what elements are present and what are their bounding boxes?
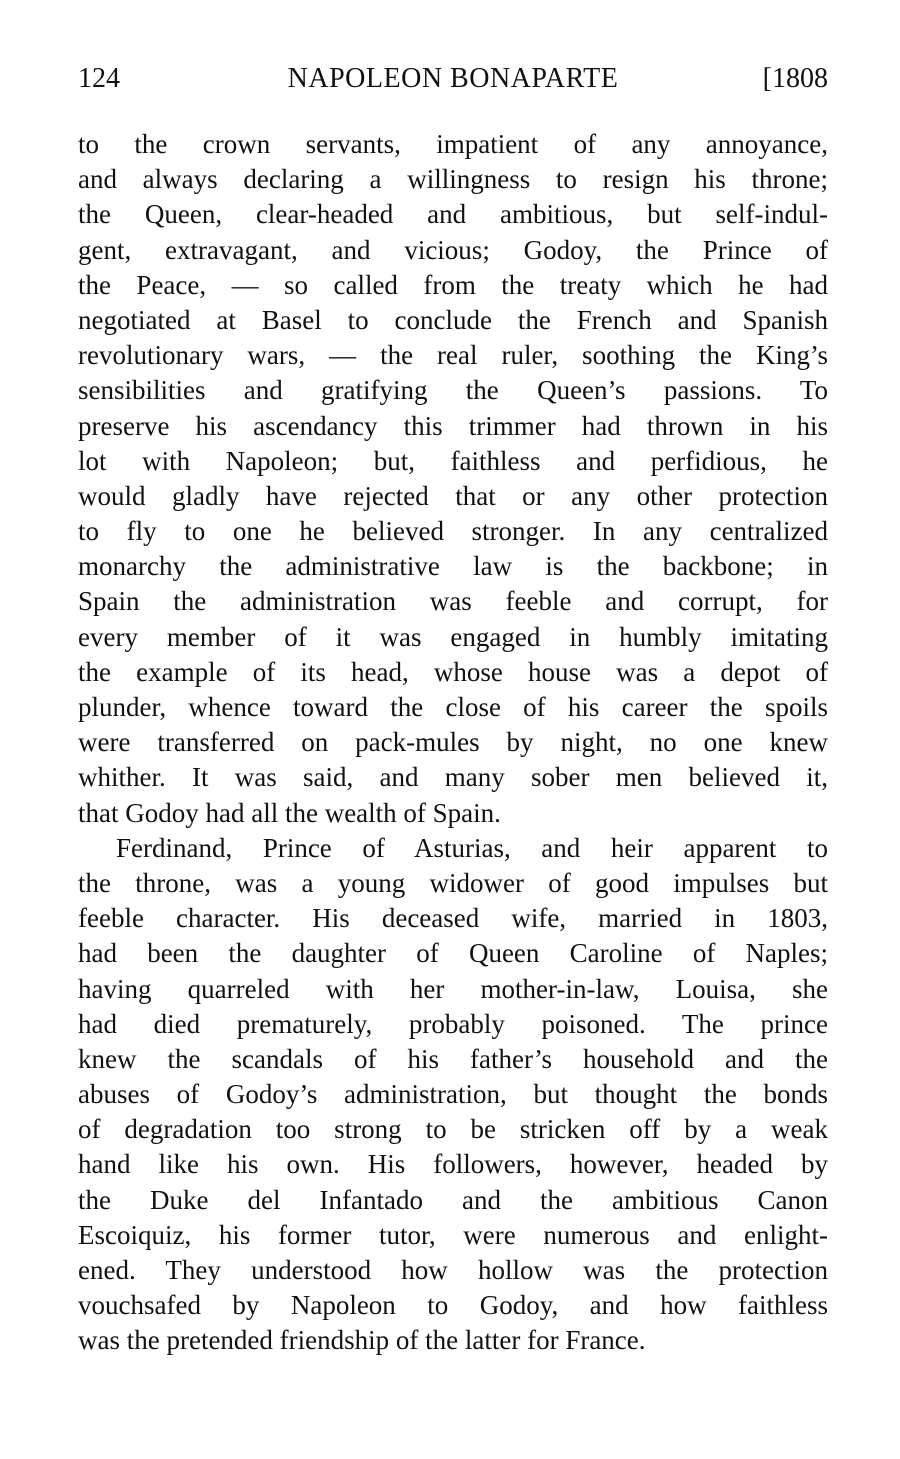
text-line: would gladly have rejected that or any other protection: [78, 480, 828, 511]
text-line: abuses of Godoy’s administration, but thought the bonds: [78, 1079, 828, 1110]
text-line: Spain the administration was feeble and corrupt, for: [78, 586, 828, 617]
text-line: were transferred on pack-mules by night, no one knew: [78, 727, 828, 758]
text-line: knew the scandals of his father’s household and the: [78, 1043, 828, 1074]
text-line: negotiated at Basel to conclude the French and Spanish: [78, 304, 828, 335]
running-year: [1808: [762, 63, 828, 94]
paragraph: [78, 831, 828, 1359]
paragraph: [78, 127, 828, 831]
text-line: and always declaring a willingness to resign his throne;: [78, 164, 828, 195]
text-line: had been the daughter of Queen Caroline of Naples;: [78, 938, 828, 969]
running-head: [78, 62, 828, 96]
text-line: monarchy the administrative law is the backbone; in: [78, 551, 828, 582]
text-line: gent, extravagant, and vicious; Godoy, the Prince of: [78, 234, 828, 265]
text-line: hand like his own. His followers, however, headed by: [78, 1149, 828, 1180]
text-line: was the pretended friendship of the latter for France.: [78, 1325, 646, 1356]
text-line: vouchsafed by Napoleon to Godoy, and how faithless: [78, 1290, 828, 1321]
text-line: of degradation too strong to be stricken off by a weak: [78, 1114, 828, 1145]
text-line: feeble character. His deceased wife, married in 1803,: [78, 903, 828, 934]
text-line: whither. It was said, and many sober men believed it,: [78, 762, 828, 793]
text-line: the Queen, clear-headed and ambitious, but self-indul-: [78, 199, 828, 230]
text-line: Escoiquiz, his former tutor, were numerous and enlight-: [78, 1219, 828, 1250]
page-number: 124: [78, 63, 120, 94]
text-line: ened. They understood how hollow was the protection: [78, 1255, 828, 1285]
text-line: lot with Napoleon; but, faithless and perfidious, he: [78, 445, 828, 476]
text-line: every member of it was engaged in humbly imitating: [78, 621, 828, 652]
text-line: plunder, whence toward the close of his career the spoils: [78, 692, 828, 722]
text-line: revolutionary wars, — the real ruler, soothing the King’s: [78, 340, 828, 371]
text-line: that Godoy had all the wealth of Spain.: [78, 797, 501, 828]
text-line: preserve his ascendancy this trimmer had thrown in his: [78, 410, 828, 441]
text-line: had died prematurely, probably poisoned. The prince: [78, 1008, 828, 1039]
text-line: the Duke del Infantado and the ambitious Canon: [78, 1184, 828, 1215]
body-text: [78, 127, 828, 1359]
text-line: Ferdinand, Prince of Asturias, and heir apparent to: [116, 832, 828, 863]
text-line: the example of its head, whose house was a depot of: [78, 656, 828, 687]
text-line: to fly to one he believed stronger. In any centralized: [78, 516, 828, 547]
text-line: having quarreled with her mother-in-law, Louisa, she: [78, 973, 828, 1004]
text-line: to the crown servants, impatient of any annoyance,: [78, 129, 828, 159]
text-line: the Peace, — so called from the treaty which he had: [78, 269, 828, 300]
running-title: NAPOLEON BONAPARTE: [287, 63, 619, 94]
text-line: the throne, was a young widower of good impulses but: [78, 867, 828, 898]
text-line: sensibilities and gratifying the Queen’s passions. To: [78, 375, 828, 406]
